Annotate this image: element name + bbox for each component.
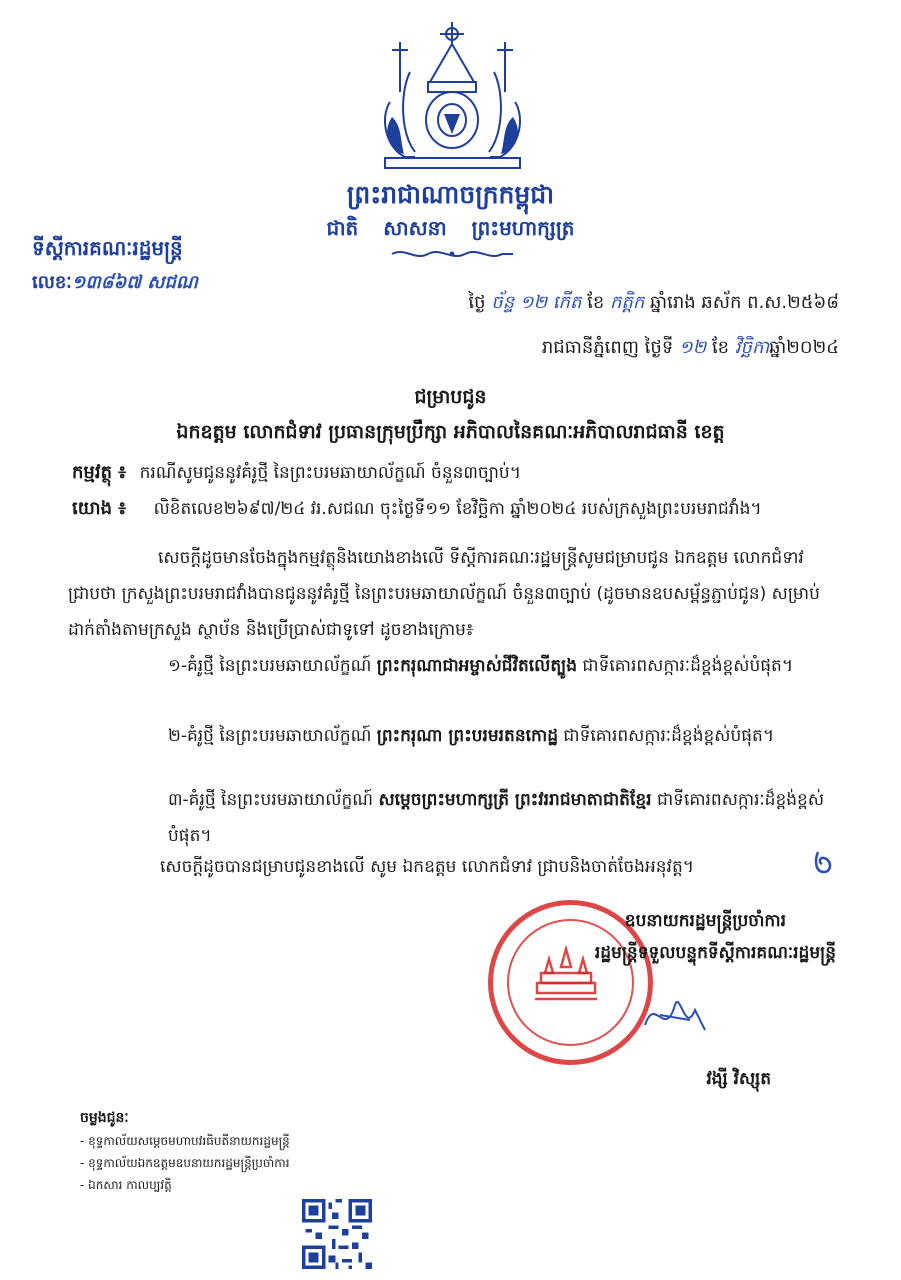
lunar-month-label: ខែ (587, 292, 605, 313)
list-item (168, 648, 838, 684)
recipient-heading: ឯកឧត្ដម លោកជំទាវ ប្រធានក្រុមប្រឹក្សា អភិបាលនៃគណៈអភិបាលរាជធានី ខេត្ត (176, 421, 725, 443)
list-item-prefix: ៣-គំរូថ្មី នៃព្រះបរមឆាយាល័ក្ខណ៍ (168, 790, 374, 810)
qr-code-icon (302, 1199, 372, 1269)
issuing-office: ទីស្ដីការគណៈរដ្ឋមន្ត្រី (32, 236, 183, 260)
body-intro: សេចក្ដីដូចមានចែងក្នុងកម្មវត្ថុនិងយោងខាងលើ ទីស្ដីការគណៈរដ្ឋមន្ត្រីសូមជម្រាបជូន ឯកឧត្ដម លោកជំទាវ ជ្រាបថា ក្រសួងព្រះបរមរាជវាំងបានជូននូវគំរូថ្មី នៃព្រះបរមឆាយាល័ក្ខណ៍ ចំនួន៣ច្បាប់ (ដូចមានឧបសម្ព័ន្ធភ្ជាប់ជូន) សម្រាប់ដាក់តាំងតាមក្រសួង ស្ថាប័ន និងប្រើប្រាស់ជាទូទៅ ដូចខាងក្រោម៖ (68, 548, 820, 640)
list-item (168, 718, 838, 754)
lunar-date-suffix: ឆ្នាំរោង ឆស័ក ព.ស.២៥៦៨ (650, 292, 839, 313)
subject-label: កម្មវត្ថុ ៖ (72, 462, 127, 483)
signatory-title-secondary: រដ្ឋមន្ត្រីទទួលបន្ទុកទីស្ដីការគណៈរដ្ឋមន្ត្រី (594, 943, 836, 963)
solar-month-label: ខែ (711, 337, 730, 358)
list-item-prefix: ២-គំរូថ្មី នៃព្រះបរមឆាយាល័ក្ខណ៍ (168, 726, 372, 746)
temple-icon (535, 945, 597, 1007)
list-item (168, 782, 838, 854)
signatory-title-primary: ឧបនាយករដ្ឋមន្ត្រីប្រចាំការ (624, 911, 786, 931)
initial-mark-icon (812, 848, 836, 876)
salutation-heading: ជម្រាបជូន (414, 386, 487, 408)
handwritten-signature (640, 985, 710, 1045)
signatory-name: វង្សី វិស្សុត (706, 1069, 771, 1089)
solar-date (542, 337, 839, 359)
lunar-month: កត្តិក (609, 292, 645, 313)
closing-sentence: សេចក្ដីដូចបានជម្រាបជូនខាងលើ សូម ឯកឧត្ដម លោកជំទាវ ជ្រាបនិងចាត់ចែងអនុវត្ត។ (160, 857, 694, 877)
royal-coat-of-arms-emblem (370, 22, 535, 172)
reference-text: លិខិតលេខ២៦៩៧/២៤ វរ.សជណ ចុះថ្ងៃទី១១ ខែវិច្ឆិកា ឆ្នាំ២០២៤ របស់ក្រសួងព្រះបរមរាជវាំង។ (153, 499, 762, 519)
reference-number-label: លេខៈ (32, 272, 72, 293)
distribution-item: - ឯកសារ កាលប្បវត្តិ (80, 1178, 172, 1192)
list-item-suffix: ជាទីគោរពសក្ការៈដ៏ខ្ពង់ខ្ពស់បំផុត។ (168, 790, 825, 846)
solar-day: ១២ (678, 337, 707, 358)
lunar-date-handwritten: ច័ន្ទ ១២ កើត (491, 292, 582, 313)
lunar-date-prefix: ថ្ងៃ (468, 292, 486, 313)
national-motto: ជាតិ សាសនា ព្រះមហាក្សត្រ (326, 216, 575, 240)
list-item-name: ព្រះករុណា ព្រះបរមរតនកោដ្ឋ (376, 726, 559, 746)
ornament-divider (390, 247, 515, 261)
reference-number (32, 270, 198, 297)
solar-date-prefix: រាជធានីភ្នំពេញ ថ្ងៃទី (541, 337, 674, 358)
kingdom-name: ព្រះរាជាណាចក្រកម្ពុជា (346, 180, 555, 209)
solar-date-suffix: ឆ្នាំ២០២៤ (769, 337, 839, 358)
subject-line (72, 462, 521, 484)
reference-label: យោង ៖ (72, 498, 127, 519)
list-item-prefix: ១-គំរូថ្មី នៃព្រះបរមឆាយាល័ក្ខណ៍ (168, 656, 372, 676)
reference-line (72, 498, 762, 520)
list-item-suffix: ជាទីគោរពសក្ការៈដ៏ខ្ពង់ខ្ពស់បំផុត។ (563, 726, 775, 746)
distribution-title: ចម្លងជូនៈ (80, 1110, 129, 1126)
list-item-name: ព្រះករុណាជាអម្ចាស់ជីវិតលើត្បូង (376, 656, 577, 676)
solar-month: វិច្ឆិកា (734, 337, 770, 358)
subject-text: ករណីសូមជូននូវគំរូថ្មី នៃព្រះបរមឆាយាល័ក្ខណ៍ ចំនួន៣ច្បាប់។ (139, 463, 521, 483)
distribution-item: - ខុទ្ទកាល័យសម្ដេចមហាបវរធិបតីនាយករដ្ឋមន្ត្រី (80, 1134, 290, 1148)
list-item-name: សម្ដេចព្រះមហាក្សត្រី ព្រះវររាជមាតាជាតិខ្មែរ (378, 790, 652, 810)
distribution-item: - ខុទ្ទកាល័យឯកឧត្ដមឧបនាយករដ្ឋមន្ត្រីប្រចាំការ (80, 1156, 290, 1170)
lunar-date (468, 292, 839, 314)
reference-number-value: ១៣៨៦៧ សជណ (71, 272, 198, 293)
list-item-suffix: ជាទីគោរពសក្ការៈដ៏ខ្ពង់ខ្ពស់បំផុត។ (582, 656, 794, 676)
